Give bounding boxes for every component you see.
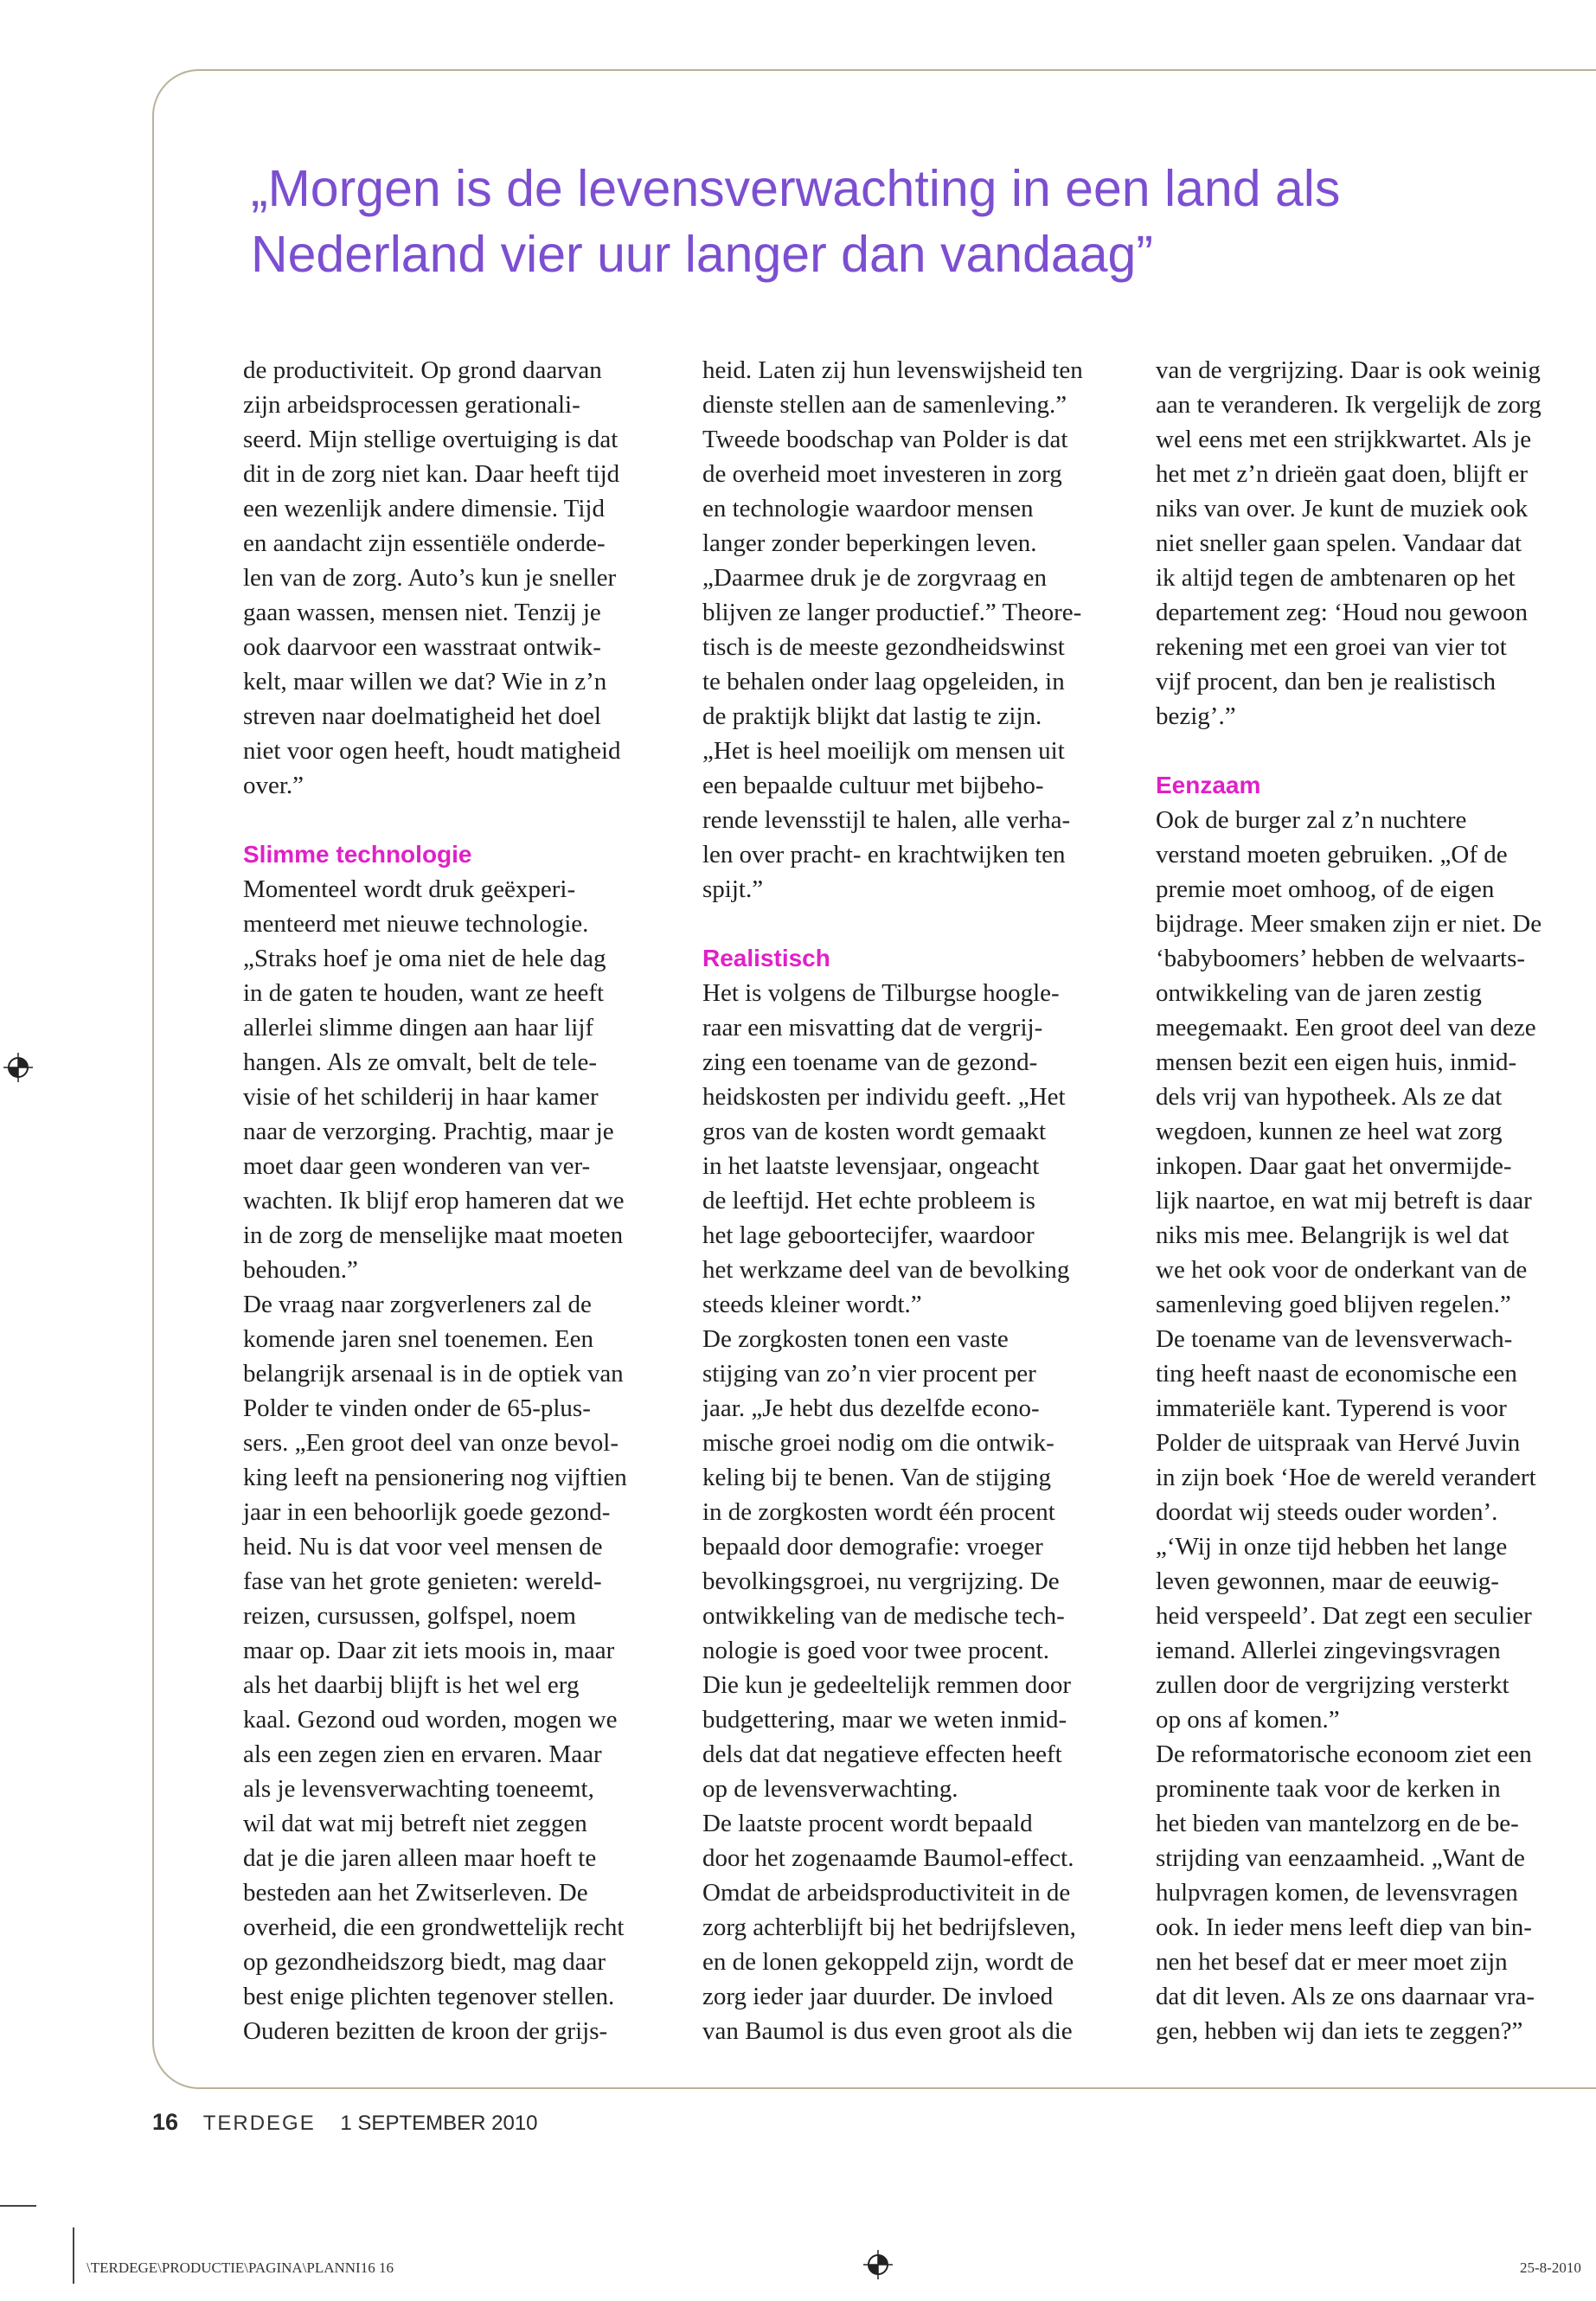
text-column-1 [243,353,693,2048]
text-line: keling bij te benen. Van de stijging [702,1464,1051,1491]
text-line: Ouderen bezitten de kroon der grijs- [243,2017,608,2045]
text-line: hangen. Als ze omvalt, belt de tele- [243,1048,598,1076]
text-line: ook daarvoor een wasstraat ontwik- [243,633,601,661]
text-line: op gezondheidszorg biedt, mag daar [243,1948,606,1976]
text-line: „Het is heel moeilijk om mensen uit [702,737,1065,765]
text-line: langer zonder beperkingen leven. [702,529,1037,557]
crop-mark [73,2227,74,2284]
text-line: in de zorgkosten wordt één procent [702,1498,1055,1526]
registration-mark-icon [3,1053,33,1082]
text-line: maar op. Daar zit iets moois in, maar [243,1637,615,1664]
text-line: allerlei slimme dingen aan haar lijf [243,1014,594,1042]
pull-quote-line: Nederland vier uur langer dan vandaag” [251,226,1154,283]
paragraph-gap [702,907,1152,941]
text-line: in het laatste levensjaar, ongeacht [702,1152,1040,1180]
text-line: inkopen. Daar gaat het onvermijde- [1156,1152,1512,1180]
text-line: Polder te vinden onder de 65-plus- [243,1394,591,1422]
text-line: besteden aan het Zwitserleven. De [243,1879,588,1907]
text-line: Het is volgens de Tilburgse hoogle- [702,979,1060,1007]
text-column-3 [1156,353,1596,2048]
text-line: behouden.” [243,1256,358,1284]
text-line: van de vergrijzing. Daar is ook weinig [1156,356,1541,384]
text-line: len over pracht- en krachtwijken ten [702,841,1066,868]
text-line: dels vrij van hypotheek. Als ze dat [1156,1083,1503,1111]
text-line: als je levensverwachting toeneemt, [243,1775,594,1803]
registration-mark-icon [863,2250,893,2279]
text-line: ‘babyboomers’ hebben de welvaarts- [1156,945,1526,972]
text-line: Omdat de arbeidsproductiviteit in de [702,1879,1071,1907]
page-number: 16 [152,2109,179,2135]
text-line: dit in de zorg niet kan. Daar heeft tijd [243,460,620,488]
pull-quote [251,156,1445,287]
pull-quote-line: „Morgen is de levensverwachting in een land als [251,160,1341,217]
text-line: en technologie waardoor mensen [702,495,1034,522]
text-line: kelt, maar willen we dat? Wie in z’n [243,668,607,695]
text-line: zijn arbeidsprocessen gerationali- [243,391,580,419]
text-line: mische groei nodig om die ontwik- [702,1429,1054,1457]
text-line: best enige plichten tegenover stellen. [243,1983,615,2010]
text-line: De laatste procent wordt bepaald [702,1810,1033,1837]
text-line: naar de verzorging. Prachtig, maar je [243,1118,614,1145]
text-line: dienste stellen aan de samenleving.” [702,391,1067,419]
text-line: samenleving goed blijven regelen.” [1156,1291,1511,1318]
text-line: bepaald door demografie: vroeger [702,1533,1043,1561]
text-line: zorg achterblijft bij het bedrijfsleven, [702,1913,1076,1941]
text-line: gen, hebben wij dan iets te zeggen?” [1156,2017,1523,2045]
text-line: wel eens met een strijkkwartet. Als je [1156,426,1532,453]
text-line: lijk naartoe, en wat mij betreft is daar [1156,1187,1532,1215]
text-line: mensen bezit een eigen huis, inmid- [1156,1048,1517,1076]
text-line: stijging van zo’n vier procent per [702,1360,1036,1388]
text-line: strijding van eenzaamheid. „Want de [1156,1844,1525,1872]
text-line: iemand. Allerlei zingevingsvragen [1156,1637,1501,1664]
text-line: belangrijk arsenaal is in de optiek van [243,1360,624,1388]
text-line: king leeft na pensionering nog vijftien [243,1464,627,1491]
text-line: „Daarmee druk je de zorgvraag en [702,564,1047,592]
text-line: bevolkingsgroei, nu vergrijzing. De [702,1567,1060,1595]
text-line: steeds kleiner wordt.” [702,1291,922,1318]
text-line: als het daarbij blijft is het wel erg [243,1671,580,1699]
text-line: en aandacht zijn essentiële onderde- [243,529,606,557]
section-subheading: Eenzaam [1156,772,1261,798]
text-line: ook. In ieder mens leeft diep van bin- [1156,1913,1532,1941]
text-line: we het ook voor de onderkant van de [1156,1256,1528,1284]
text-line: door het zogenaamde Baumol-effect. [702,1844,1074,1872]
text-line: zing een toename van de gezond- [702,1048,1038,1076]
print-slug-date: 25-8-2010 [1520,2259,1581,2276]
text-line: in zijn boek ‘Hoe de wereld verandert [1156,1464,1536,1491]
text-line: te behalen onder laag opgeleiden, in [702,668,1065,695]
text-line: heidskosten per individu geeft. „Het [702,1083,1066,1111]
text-line: over.” [243,772,304,799]
section-subheading: Slimme technologie [243,841,472,868]
text-line: ontwikkeling van de jaren zestig [1156,979,1482,1007]
text-line: „‘Wij in onze tijd hebben het lange [1156,1533,1508,1561]
text-line: dels dat dat negatieve effecten heeft [702,1740,1062,1768]
text-line: spijt.” [702,875,764,903]
text-line: leven gewonnen, maar de eeuwig- [1156,1567,1499,1595]
text-line: moet daar geen wonderen van ver- [243,1152,591,1180]
text-line: als een zegen zien en ervaren. Maar [243,1740,602,1768]
page-footer [152,2109,538,2136]
text-line: het werkzame deel van de bevolking [702,1256,1070,1284]
text-line: heid. Nu is dat voor veel mensen de [243,1533,603,1561]
text-line: premie moet omhoog, of de eigen [1156,875,1495,903]
text-line: een bepaalde cultuur met bijbeho- [702,772,1044,799]
text-line: de leeftijd. Het echte probleem is [702,1187,1035,1215]
text-line: kaal. Gezond oud worden, mogen we [243,1706,618,1734]
text-line: dat dit leven. Als ze ons daarnaar vra- [1156,1983,1535,2010]
text-line: rekening met een groei van vier tot [1156,633,1507,661]
text-line: immateriële kant. Typerend is voor [1156,1394,1507,1422]
text-line: hulpvragen komen, de levensvragen [1156,1879,1518,1907]
text-line: sers. „Een groot deel van onze bevol- [243,1429,619,1457]
text-line: departement zeg: ‘Houd nou gewoon [1156,599,1529,626]
text-line: prominente taak voor de kerken in [1156,1775,1501,1803]
text-line: De zorgkosten tonen een vaste [702,1325,1009,1353]
magazine-name: TERDEGE [202,2112,316,2135]
text-line: het bieden van mantelzorg en de be- [1156,1810,1519,1837]
text-line: ontwikkeling van de medische tech- [702,1602,1065,1630]
crop-mark [0,2205,36,2207]
text-line: zullen door de vergrijzing versterkt [1156,1671,1509,1699]
text-line: wegdoen, kunnen ze heel wat zorg [1156,1118,1503,1145]
text-line: nologie is goed voor twee procent. [702,1637,1050,1664]
paragraph-gap [1156,734,1596,768]
text-line: raar een misvatting dat de vergrij- [702,1014,1043,1042]
text-line: komende jaren snel toenemen. Een [243,1325,594,1353]
text-line: meegemaakt. Een groot deel van deze [1156,1014,1536,1042]
text-line: vijf procent, dan ben je realistisch [1156,668,1496,695]
text-line: aan te veranderen. Ik vergelijk de zorg [1156,391,1542,419]
text-line: het met z’n drieën gaat doen, blijft er [1156,460,1528,488]
text-line: ting heeft naast de economische een [1156,1360,1517,1388]
text-line: bijdrage. Meer smaken zijn er niet. De [1156,910,1542,938]
text-line: heid. Laten zij hun levenswijsheid ten [702,356,1083,384]
text-line: gaan wassen, mensen niet. Tenzij je [243,599,601,626]
text-line: op ons af komen.” [1156,1706,1340,1734]
text-line: niks mis mee. Belangrijk is wel dat [1156,1221,1509,1249]
text-line: zorg ieder jaar duurder. De invloed [702,1983,1054,2010]
text-line: en de lonen gekoppeld zijn, wordt de [702,1948,1074,1976]
text-line: verstand moeten gebruiken. „Of de [1156,841,1508,868]
text-line: len van de zorg. Auto’s kun je sneller [243,564,617,592]
text-line: nen het besef dat er meer moet zijn [1156,1948,1508,1976]
text-line: de overheid moet investeren in zorg [702,460,1062,488]
text-line: Momenteel wordt druk geëxperi- [243,875,576,903]
text-line: De toename van de levensverwach- [1156,1325,1513,1353]
text-line: ik altijd tegen de ambtenaren op het [1156,564,1516,592]
text-line: niet voor ogen heeft, houdt matigheid [243,737,621,765]
text-line: Ook de burger zal z’n nuchtere [1156,806,1467,834]
text-line: wachten. Ik blijf erop hameren dat we [243,1187,625,1215]
issue-date: 1 SEPTEMBER 2010 [340,2112,538,2135]
text-line: dat je die jaren alleen maar hoeft te [243,1844,597,1872]
text-line: in de zorg de menselijke maat moeten [243,1221,624,1249]
text-line: een wezenlijk andere dimensie. Tijd [243,495,605,522]
text-line: „Straks hoef je oma niet de hele dag [243,945,606,972]
text-line: overheid, die een grondwettelijk recht [243,1913,625,1941]
text-line: jaar in een behoorlijk goede gezond- [243,1498,611,1526]
text-line: bezig’.” [1156,702,1236,730]
text-line: budgettering, maar we weten inmid- [702,1706,1067,1734]
text-line: visie of het schilderij in haar kamer [243,1083,599,1111]
text-line: reizen, cursussen, golfspel, noem [243,1602,576,1630]
print-slug-path: \TERDEGE\PRODUCTIE\PAGINA\PLANNI16 16 [87,2259,394,2276]
text-column-2 [702,353,1152,2048]
text-line: het lage geboortecijfer, waardoor [702,1221,1035,1249]
text-line: heid verspeeld’. Dat zegt een seculier [1156,1602,1532,1630]
text-line: de praktijk blijkt dat lastig te zijn. [702,702,1042,730]
text-line: tisch is de meeste gezondheidswinst [702,633,1065,661]
text-line: De reformatorische econoom ziet een [1156,1740,1532,1768]
paragraph-gap [243,803,693,837]
text-line: rende levensstijl te halen, alle verha- [702,806,1071,834]
text-line: niet sneller gaan spelen. Vandaar dat [1156,529,1522,557]
text-line: Polder de uitspraak van Hervé Juvin [1156,1429,1521,1457]
text-line: niks van over. Je kunt de muziek ook [1156,495,1529,522]
text-line: van Baumol is dus even groot als die [702,2017,1073,2045]
text-line: streven naar doelmatigheid het doel [243,702,601,730]
text-line: wil dat wat mij betreft niet zeggen [243,1810,587,1837]
text-line: doordat wij steeds ouder worden’. [1156,1498,1498,1526]
text-line: de productiviteit. Op grond daarvan [243,356,602,384]
text-line: fase van het grote genieten: wereld- [243,1567,602,1595]
section-subheading: Realistisch [702,945,830,971]
text-line: blijven ze langer productief.” Theore- [702,599,1082,626]
text-line: seerd. Mijn stellige overtuiging is dat [243,426,619,453]
text-line: op de levensverwachting. [702,1775,958,1803]
text-line: in de gaten te houden, want ze heeft [243,979,605,1007]
text-line: Die kun je gedeeltelijk remmen door [702,1671,1071,1699]
text-line: menteerd met nieuwe technologie. [243,910,589,938]
text-line: Tweede boodschap van Polder is dat [702,426,1068,453]
text-line: gros van de kosten wordt gemaakt [702,1118,1047,1145]
text-line: De vraag naar zorgverleners zal de [243,1291,592,1318]
text-line: jaar. „Je hebt dus dezelfde econo- [702,1394,1040,1422]
